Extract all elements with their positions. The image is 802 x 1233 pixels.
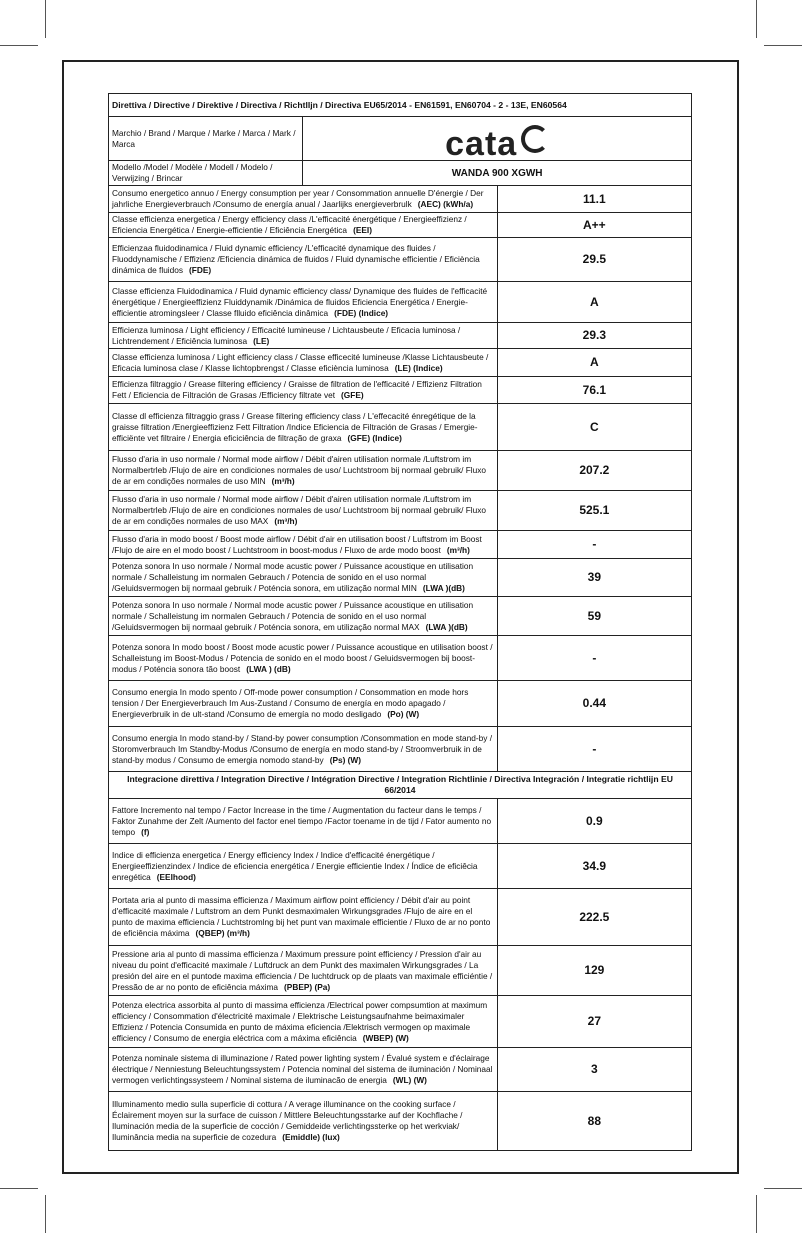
table-row [109, 597, 692, 636]
row-unit: (PBEP) (Pa) [284, 981, 331, 992]
row-unit: (Ps) (W) [329, 754, 362, 765]
row-unit: (m³/h) [274, 516, 298, 526]
table-row [109, 996, 692, 1048]
table-row [109, 531, 692, 559]
row-unit: (FDE) (Indice) [334, 307, 389, 318]
row-label: Flusso d'aria in modo boost / Boost mode airflow / Débit d'air en utilisation boost / Luftstrom im Boost /Flujo de aire en el modo boost / Luchtstroom in boost-modus / Fluxo de arde modo boost (m³/h) [109, 531, 498, 559]
row-value: A [497, 282, 691, 323]
row-value: A++ [497, 213, 691, 238]
row-label: Potenza sonora In modo boost / Boost mode acustic power / Puissance acoustique en utilisation boost / Schalleistung im Boost-Modus / Potencia de sonido en el modo boost / Geluidsvermogen bij boost-modus / Poténcia sonora tão boost (LWA ) (dB) [109, 636, 498, 681]
row-label: Efficienza luminosa / Light efficiency / Efficacité lumineuse / Lichtausbeute / Eficacia luminosa / Lichtrendement / Eficiência luminosa (LE) [109, 323, 498, 349]
row-label: Potenza electrica assorbita al punto di massima efficienza /Electrical power compsumtion at maximum efficiency / Consommation d'électricité maximale / Elektrische Leistungsaufnahme beimaximaler Effizienz / Potencia Consumida en punto de máxima eficiencia /Elektrisch vermogen op maximale efficiency / Consumo de energia eléctrica com a máxima eficiência (WBEP) (W) [109, 996, 498, 1048]
row-unit: (WBEP) (W) [362, 1032, 409, 1043]
row-label: Consumo energia In modo spento / Off-mode power consumption / Consommation en mode hors tension / Der Energieverbrauch Im Aus-Zustand / Consumo de energía en modo apagado / Energieverbruik in de ult-stand /Consumo de emergía no modo desligado (Po) (W) [109, 681, 498, 727]
row-value: 0.9 [497, 799, 691, 844]
table-row [109, 323, 692, 349]
table-row [109, 282, 692, 323]
table-row [109, 946, 692, 996]
row-label: Consumo energetico annuo / Energy consumption per year / Consommation annuelle D'énergie / Der jahrliche Energieverbrauch /Consumo de energía anual / Jaarlijks energieverbrulk (AEC) (kWh/a) [109, 186, 498, 213]
table-row [109, 404, 692, 451]
row-unit: (FDE) [189, 265, 212, 275]
table-row [109, 559, 692, 597]
row-unit: (GFE) [341, 390, 364, 400]
row-value: - [497, 727, 691, 772]
row-value: 27 [497, 996, 691, 1048]
row-value: 129 [497, 946, 691, 996]
row-unit: (m³/h) [271, 476, 295, 486]
table-row [109, 799, 692, 844]
row-label: Consumo energia In modo stand-by / Stand-by power consumption /Consommation en mode stand-by / Storomverbrauch Im Standby-Modus /Consumo de energía en modo stand-by / Stroomverbruik in de stand-by modus / Consumo de emergia nomodo stand-by (Ps) (W) [109, 727, 498, 772]
row-unit: (LWA )(dB) [422, 583, 465, 593]
row-value: 29.5 [497, 238, 691, 282]
row-unit: (LE) (Indice) [394, 362, 443, 373]
table-row [109, 1048, 692, 1092]
brand-label: Marchio / Brand / Marque / Marke / Marca / Mark / Marca [109, 117, 303, 161]
row-label: Indice di efficienza energetica / Energy efficiency Index / Indice d'efficacité énergétique / Energieeffizienzindex / Indice de eficiencia energética / Energie efficientie Index / Índice de eficiêcia enregética (EEIhood) [109, 844, 498, 889]
row-value: 3 [497, 1048, 691, 1092]
table-row [109, 491, 692, 531]
row-label: Potenza nominale sistema di illuminazione / Rated power lighting system / Évalué system e d'éclairage électrique / Nenniestung Beleuchtungssystem / Potencia nominal del sistema de iluminación / Nominaal vermogen verlichtingssysteem / Nominal sistema de iluminacão de energia (WL) (W) [109, 1048, 498, 1092]
row-value: 59 [497, 597, 691, 636]
table-row [109, 451, 692, 491]
row-label: Classe efficienza energetica / Energy efficiency class /L'efficacité énergétique / Energieeffizienz / Eficiencia Energética / Energie-efficientie / Eficiência Energética (EEI) [109, 213, 498, 238]
table-row [109, 186, 692, 213]
table-row [109, 727, 692, 772]
row-value: - [497, 636, 691, 681]
row-unit: (QBEP) (m³/h) [195, 928, 250, 938]
crop-mark [0, 45, 38, 46]
row-unit: (EEIhood) [156, 871, 196, 882]
row-unit: (m³/h) [446, 544, 470, 555]
row-value: 88 [497, 1092, 691, 1151]
row-value: 525.1 [497, 491, 691, 531]
row-value: 11.1 [497, 186, 691, 213]
row-unit: (f) [141, 826, 150, 837]
row-label: Pressione aria al punto di massima efficienza / Maximum pressure point efficiency / Pression d'air au niveau du point d'efficacité maximale / Luftdruck an dem Punkt des maximalen Wirkungsgrades / La presión del aire en el puntode maxima efficiencia / De luchtdruck op de plaats van maximale efficiéntie / Pressão de ar no ponto de eficiência máxima (PBEP) (Pa) [109, 946, 498, 996]
crop-mark [764, 1188, 802, 1189]
row-unit: (GFE) (Indice) [347, 432, 402, 443]
row-label: Flusso d'aria in uso normale / Normal mode airflow / Débit d'airen utilisation normale /Luftstrom im Normalbertrleb /Flujo de aire en condiciones normales de uso/ Luchtstroom bij normaal gebruik/ Fluxo de ar em condições normales de uso MAX (m³/h) [109, 491, 498, 531]
table-row [109, 1092, 692, 1151]
row-label: Classe efficienza Fluidodinamica / Fluid dynamic efficiency class/ Dynamique des fluides de l'efficacité énergétique / Energieeffizienz Fluiddynamik /Dinámica de fluidos Eficiencia Energética / Energie-efficientie atromingsleer / Classe flluido eficiência dinâmica (FDE) (Indice) [109, 282, 498, 323]
row-unit: (WL) (W) [392, 1075, 427, 1085]
row-unit: (Emiddle) (lux) [282, 1132, 340, 1142]
table-row [109, 889, 692, 946]
row-value: - [497, 531, 691, 559]
crop-mark [764, 45, 802, 46]
table-row [109, 636, 692, 681]
brand-logo: cata [303, 117, 692, 161]
row-unit: (AEC) (kWh/a) [417, 199, 474, 209]
row-value: 39 [497, 559, 691, 597]
row-value: 0.44 [497, 681, 691, 727]
row-unit: (LWA )(dB) [425, 621, 468, 632]
row-label: Potenza sonora In uso normale / Normal mode acustic power / Puissance acoustique en utilisation normale / Schalleistung im normalen Gebrauch / Potencia de sonido en el uso normal /Geluidsvermogen bij normaal gebruik / Poténcia sonora, em utilização normal MIN (LWA )(dB) [109, 559, 498, 597]
crop-mark [45, 0, 46, 38]
row-value: C [497, 404, 691, 451]
row-label: Potenza sonora In uso normale / Normal mode acustic power / Puissance acoustique en utilisation normale / Schalleistung im normalen Gebrauch / Potencia de sonido en el uso normal /Geluidsvermogen bij normaal gebruik / Poténcia sonora, em utilização normal MAX (LWA )(dB) [109, 597, 498, 636]
crop-mark [756, 0, 757, 38]
table-row [109, 213, 692, 238]
row-label: Classe efficienza luminosa / Light efficiency class / Classe efficecité lumineuse /Klasse Lichtausbeute / Eficacia luminosa clase / Klasse lichtopbrengst / Classe eficiència luminosa (LE) (Indice) [109, 349, 498, 377]
product-fiche-table [108, 93, 692, 1151]
table-row [109, 349, 692, 377]
row-unit: (EEI) [353, 225, 372, 235]
cata-logo-icon [521, 125, 549, 153]
table-row [109, 377, 692, 404]
integration-header: Integracione direttiva / Integration Directive / Intégration Directive / Integration Richtlinie / Directiva Integración / Integratie richtlijn EU 66/2014 [109, 772, 692, 799]
row-unit: (LE) [253, 335, 270, 346]
crop-mark [756, 1195, 757, 1233]
row-value: A [497, 349, 691, 377]
row-label: Portata aria al punto di massima efficienza / Maximum airflow point efficiency / Débit d'air au point d'efficacité maximale / Luftstrom an dem Punkt desmaximalen Wirkungsgrades /Flujo de aire en el punto de maxima efficiencia / Luchtstromlng bij het punt van maximale efficientie / Fluxo de ar no ponto de eficiência máxima (QBEP) (m³/h) [109, 889, 498, 946]
row-value: 76.1 [497, 377, 691, 404]
row-label: Illuminamento medio sulla superficie di cottura / A verage illuminance on the cooking surface / Éclairement moyen sur la surface de cuisson / Mittlere Beleuchtungsstarke auf der Kochflache / Iluminación media de la superficie de cocción / Gemiddeide verlichtingssterke op het werkviak/ Iluminância media na superficie de cozedura (Emiddle) (lux) [109, 1092, 498, 1151]
crop-mark [45, 1195, 46, 1233]
row-label: Classe dl efficienza filtraggio grass / Grease filtering efficiency class / L'effecacité énregétique de la graisse filtration /Energieeffizienz Fett Filtration /Indice Eficiencia de Filtración de Grasas / Emergie-efficiënte vet filtraire / Energia eficiciência de filtração de graxa (GFE) (Indice) [109, 404, 498, 451]
table-row [109, 681, 692, 727]
row-label: Efficienzaa fluidodinamica / Fluid dynamic efficiency /L'efficacité dynamique des fluides / Fluoddynamische / Effizienz /Eficiencia dinámica de fluidos / Fluid dynamische efficientie / Eficiència dinámica de fluidos (FDE) [109, 238, 498, 282]
model-value: WANDA 900 XGWH [303, 161, 692, 186]
row-label: Efficienza filtraggio / Grease filtering efficiency / Graisse de filtration de l'efficacité / Effizienz Filtration Fett / Eficiencia de Filtración de Grasas /Efficiency filtrate vet (GFE) [109, 377, 498, 404]
row-value: 34.9 [497, 844, 691, 889]
row-value: 222.5 [497, 889, 691, 946]
row-value: 29.3 [497, 323, 691, 349]
row-label: Fattore Incremento nal tempo / Factor Increase in the time / Augmentation du facteur dans le temps / Faktor Zunahme der Zelt /Aumento del factor enel tiempo /Factor toename in de tijd / Fator aumento no tempo (f) [109, 799, 498, 844]
table-row [109, 238, 692, 282]
row-label: Flusso d'aria in uso normale / Normal mode airflow / Débit d'airen utilisation normale /Luftstrom im Normalbertrleb /Flujo de aire en condiciones normales de uso/ Luchtstroom bij normaal gebruik/ Fluxo de ar em condições normales de uso MIN (m³/h) [109, 451, 498, 491]
table-row [109, 844, 692, 889]
row-value: 207.2 [497, 451, 691, 491]
model-label: Modello /Model / Modèle / Modell / Modelo / Verwijzing / Brincar [109, 161, 303, 186]
directive-header: Direttiva / Directive / Direktive / Directiva / Richtlljn / Directiva EU65/2014 - EN61591, EN60704 - 2 - 13E, EN60564 [109, 94, 692, 117]
row-unit: (Po) (W) [387, 709, 420, 719]
crop-mark [0, 1188, 38, 1189]
row-unit: (LWA ) (dB) [246, 663, 291, 674]
